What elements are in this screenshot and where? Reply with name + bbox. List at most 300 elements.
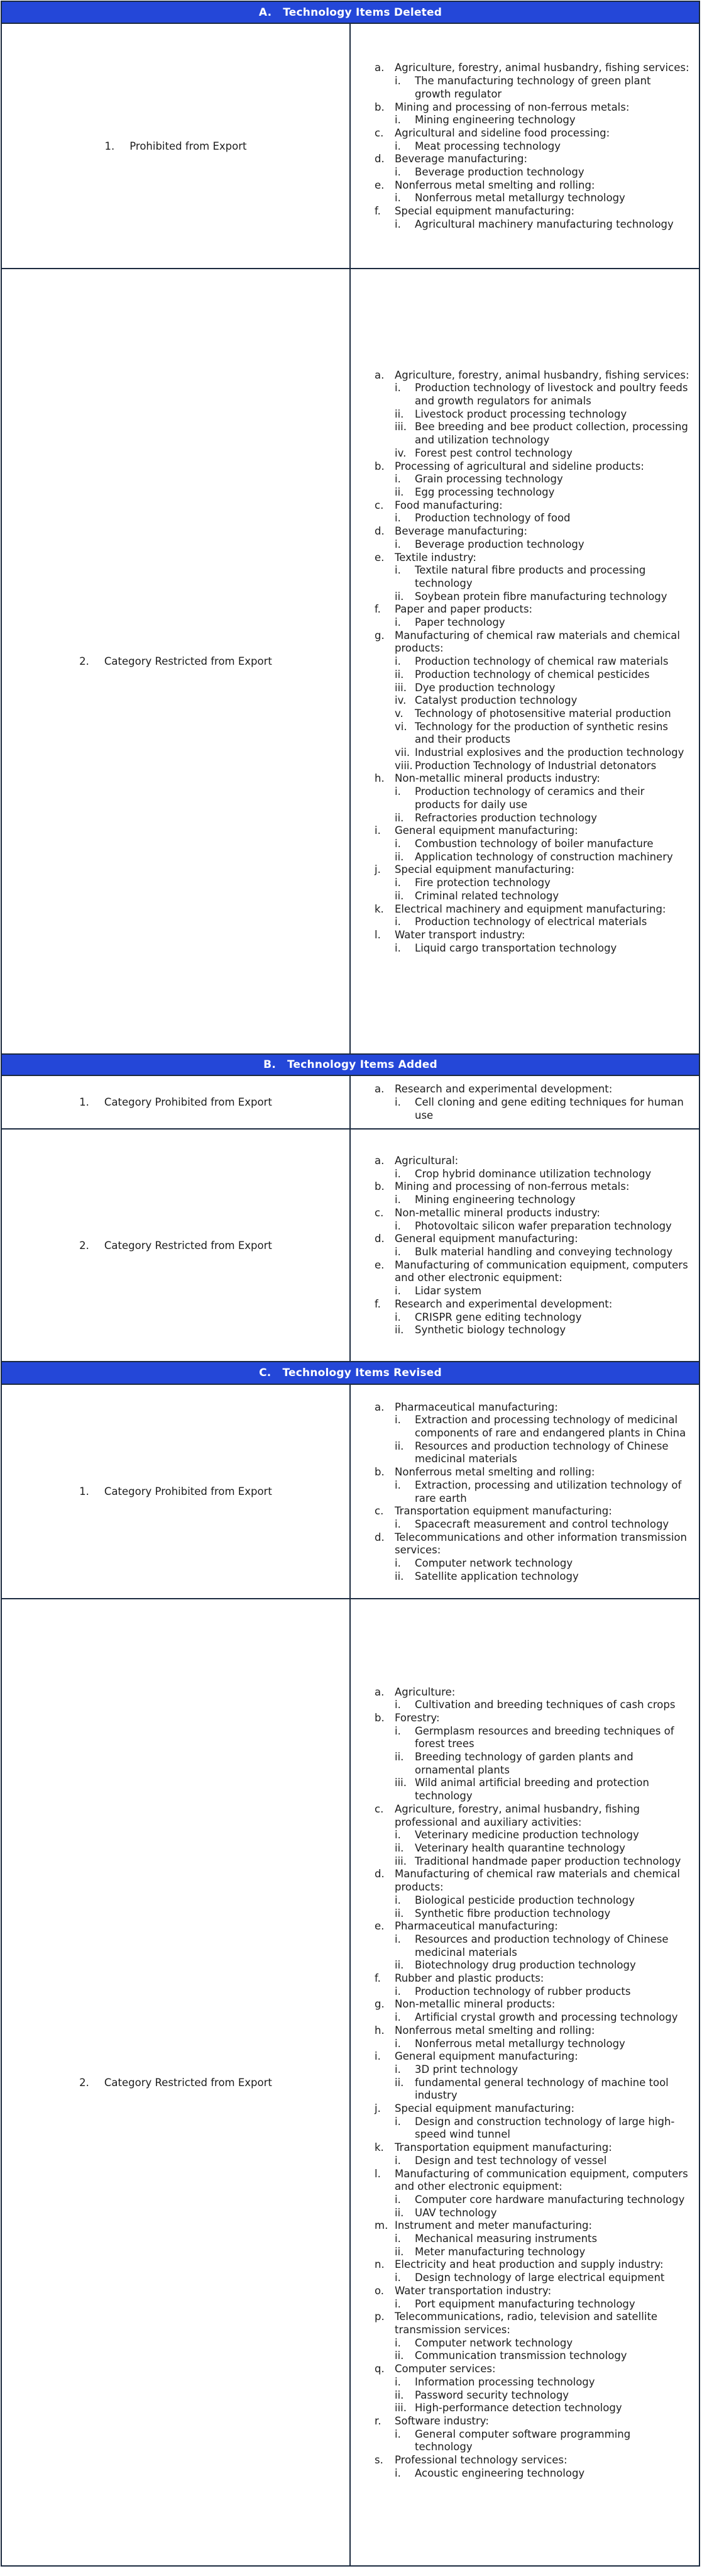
technology-subitem	[375, 1518, 690, 1531]
category-number: 1.	[79, 1485, 89, 1497]
section-header	[2, 2, 699, 24]
subitem-marker: i.	[395, 1246, 401, 1258]
subitem-text: Veterinary medicine production technology	[415, 1829, 639, 1841]
item-text: Electrical machinery and equipment manufacturing:	[395, 902, 666, 915]
subitem-text: Refractories production technology	[415, 811, 598, 824]
subitem-marker: i.	[395, 2011, 401, 2024]
item-text: Agriculture, forestry, animal husbandry, fishing services:	[395, 62, 689, 74]
industry-item	[375, 101, 690, 114]
subitem-text: Beverage production technology	[415, 166, 584, 179]
subitem-marker: i.	[395, 218, 401, 230]
subitem-marker: ii.	[395, 889, 404, 902]
item-text: Agricultural:	[395, 1155, 459, 1167]
subitem-text: Port equipment manufacturing technology	[415, 2297, 635, 2310]
item-marker: a.	[375, 1083, 385, 1096]
table-row	[2, 1385, 699, 1599]
subitem-text: Design technology of large electrical equipment	[415, 2272, 665, 2284]
items-cell	[351, 1385, 699, 1598]
subitem-text: Communication transmission technology	[415, 2350, 627, 2362]
technology-subitem	[375, 538, 690, 552]
technology-subitem	[375, 1168, 690, 1181]
technology-subitem	[375, 192, 690, 205]
subitem-marker: ii.	[395, 1570, 404, 1582]
items-cell	[351, 1599, 699, 2565]
item-marker: f.	[375, 1972, 381, 1985]
category-label: Category Restricted from Export	[104, 655, 272, 667]
technology-subitem	[375, 812, 690, 825]
item-marker: d.	[375, 525, 385, 538]
item-text: Agriculture:	[395, 1685, 456, 1698]
subitem-text: Soybean protein fibre manufacturing technology	[415, 590, 667, 602]
subitem-marker: i.	[395, 2272, 401, 2284]
subitem-marker: i.	[395, 1096, 401, 1109]
subitem-text: Crop hybrid dominance utilization technology	[415, 1167, 652, 1180]
subitem-marker: ii.	[395, 1907, 404, 1919]
item-marker: k.	[375, 902, 384, 915]
item-marker: b.	[375, 1180, 385, 1193]
industry-item	[375, 1155, 690, 1168]
subitem-marker: i.	[395, 2336, 401, 2349]
subitem-marker: i.	[395, 1219, 401, 1232]
subitem-marker: i.	[395, 2297, 401, 2310]
item-text: Transportation equipment manufacturing:	[395, 1505, 612, 1518]
industry-item	[375, 153, 690, 166]
subitem-text: Veterinary health quarantine technology	[415, 1841, 625, 1854]
industry-item	[375, 2141, 690, 2155]
subitem-marker: i.	[395, 1829, 401, 1841]
subitem-marker: i.	[395, 1167, 401, 1180]
subitem-text: Grain processing technology	[415, 473, 563, 486]
technology-subitem	[375, 916, 690, 929]
item-text: Special equipment manufacturing:	[395, 2102, 575, 2115]
item-marker: p.	[375, 2311, 385, 2323]
subitem-marker: i.	[395, 75, 401, 87]
subitem-marker: i.	[395, 1557, 401, 1570]
table-row	[2, 1130, 699, 1362]
item-text: Nonferrous metal smelting and rolling:	[395, 1466, 595, 1479]
subitem-text: Fire protection technology	[415, 877, 551, 889]
item-marker: e.	[375, 551, 385, 564]
subitem-marker: vi.	[395, 720, 407, 733]
subitem-text: Agricultural machinery manufacturing technology	[415, 218, 674, 230]
subitem-text: fundamental general technology of machine tool industry	[415, 2076, 669, 2102]
subitem-text: Lidar system	[415, 1285, 482, 1297]
item-marker: o.	[375, 2284, 385, 2297]
item-text: Research and experimental development:	[395, 1297, 613, 1310]
technology-subitem	[375, 1985, 690, 1999]
subitem-marker: ii.	[395, 408, 404, 420]
subitem-text: Mining engineering technology	[415, 114, 576, 126]
subitem-marker: i.	[395, 538, 401, 550]
item-marker: s.	[375, 2454, 383, 2467]
category-cell	[2, 1385, 351, 1598]
item-marker: i.	[375, 824, 381, 837]
item-marker: b.	[375, 460, 385, 472]
item-marker: h.	[375, 772, 385, 785]
item-text: Forestry:	[395, 1711, 440, 1724]
subitem-text: Application technology of construction machinery	[415, 850, 673, 863]
subitem-text: Computer network technology	[415, 2336, 573, 2349]
section-header	[2, 1362, 699, 1385]
subitem-text: Production technology of chemical raw materials	[415, 655, 669, 668]
technology-subitem	[375, 473, 690, 486]
industry-item	[375, 1298, 690, 1311]
subitem-marker: ii.	[395, 2350, 404, 2362]
technology-subitem	[375, 1751, 690, 1777]
industry-item	[375, 1712, 690, 1725]
item-text: Agriculture, forestry, animal husbandry, fishing services:	[395, 369, 689, 381]
category-label: Category Prohibited from Export	[104, 1485, 272, 1497]
subitem-text: Password security technology	[415, 2389, 569, 2401]
subitem-marker: i.	[395, 2037, 401, 2050]
subitem-marker: i.	[395, 1479, 401, 1491]
technology-subitem	[375, 2155, 690, 2168]
subitem-text: Computer network technology	[415, 1557, 573, 1570]
item-marker: a.	[375, 62, 385, 74]
item-marker: l.	[375, 928, 381, 941]
industry-item	[375, 1920, 690, 1933]
industry-item	[375, 2415, 690, 2428]
subitem-text: Resources and production technology of Chinese medicinal materials	[415, 1440, 669, 1465]
item-marker: a.	[375, 1401, 385, 1413]
subitem-text: Dye production technology	[415, 681, 556, 694]
item-text: Special equipment manufacturing:	[395, 863, 575, 876]
category-cell	[2, 24, 351, 268]
industry-item	[375, 460, 690, 474]
technology-subitem	[375, 2038, 690, 2051]
subitem-marker: iii.	[395, 1777, 407, 1789]
subitem-marker: i.	[395, 1518, 401, 1530]
subitem-marker: iv.	[395, 694, 407, 707]
item-text: Mining and processing of non-ferrous metals:	[395, 1180, 630, 1193]
technology-subitem	[375, 218, 690, 231]
item-text: Manufacturing of communication equipment, computers and other electronic equipment:	[395, 1258, 688, 1284]
subitem-text: Mechanical measuring instruments	[415, 2233, 598, 2245]
industry-item	[375, 2285, 690, 2298]
items-cell	[351, 24, 699, 268]
subitem-text: Synthetic fibre production technology	[415, 1907, 611, 1919]
subitem-marker: i.	[395, 2375, 401, 2388]
item-marker: d.	[375, 1233, 385, 1245]
item-text: Telecommunications and other information transmission services:	[395, 1531, 687, 1557]
subitem-text: Cell cloning and gene editing techniques for human use	[415, 1096, 684, 1121]
technology-subitem	[375, 2389, 690, 2402]
subitem-marker: ii.	[395, 850, 404, 863]
table-row	[2, 24, 699, 269]
category-label: Category Prohibited from Export	[104, 1096, 272, 1108]
subitem-text: Combustion technology of boiler manufacture	[415, 837, 654, 850]
industry-item	[375, 1466, 690, 1479]
industry-item	[375, 499, 690, 513]
category-cell	[2, 269, 351, 1053]
industry-item	[375, 205, 690, 218]
technology-subitem	[375, 760, 690, 773]
items-cell	[351, 269, 699, 1053]
item-text: Water transportation industry:	[395, 2284, 552, 2297]
subitem-marker: i.	[395, 916, 401, 928]
item-text: Manufacturing of chemical raw materials and chemical products:	[395, 1868, 680, 1894]
technology-subitem	[375, 1855, 690, 1868]
industry-item	[375, 1180, 690, 1194]
category-cell	[2, 1130, 351, 1361]
subitem-text: Photovoltaic silicon wafer preparation technology	[415, 1219, 672, 1232]
subitem-text: Production technology of livestock and poultry feeds and growth regulators for animals	[415, 382, 688, 408]
item-marker: g.	[375, 629, 385, 641]
section-letter: C.	[259, 1367, 271, 1379]
item-text: Agricultural and sideline food processing:	[395, 126, 610, 139]
technology-subitem	[375, 140, 690, 153]
subitem-text: Meter manufacturing technology	[415, 2245, 586, 2258]
technology-subitem	[375, 564, 690, 590]
item-marker: a.	[375, 1155, 385, 1167]
item-text: Software industry:	[395, 2414, 489, 2427]
item-text: Transportation equipment manufacturing:	[395, 2141, 612, 2154]
technology-subitem	[375, 1096, 690, 1122]
item-text: Water transport industry:	[395, 928, 525, 941]
items-cell	[351, 1076, 699, 1128]
technology-subitem	[375, 786, 690, 811]
subitem-marker: i.	[395, 1724, 401, 1737]
subitem-text: Egg processing technology	[415, 486, 555, 498]
item-marker: c.	[375, 126, 384, 139]
items-cell	[351, 1130, 699, 1361]
technology-subitem	[375, 2337, 690, 2350]
item-marker: e.	[375, 1920, 385, 1933]
subitem-marker: i.	[395, 2233, 401, 2245]
subitem-marker: ii.	[395, 1959, 404, 1972]
industry-item	[375, 2102, 690, 2116]
industry-item	[375, 1259, 690, 1285]
technology-subitem	[375, 1907, 690, 1921]
technology-subitem	[375, 694, 690, 708]
subitem-marker: i.	[395, 166, 401, 179]
technology-subitem	[375, 1311, 690, 1324]
industry-item	[375, 525, 690, 538]
subitem-marker: ii.	[395, 1841, 404, 1854]
item-text: Telecommunications, radio, television and satellite transmission services:	[395, 2311, 658, 2336]
category-number: 2.	[79, 655, 89, 667]
technology-subitem	[375, 2207, 690, 2220]
technology-subitem	[375, 1440, 690, 1466]
industry-item	[375, 1531, 690, 1557]
industry-item	[375, 1686, 690, 1699]
technology-subitem	[375, 2011, 690, 2024]
subitem-marker: i.	[395, 512, 401, 525]
technology-subitem	[375, 890, 690, 903]
technology-subitem	[375, 1324, 690, 1337]
subitem-text: Production Technology of Industrial detonators	[415, 759, 657, 772]
subitem-text: Livestock product processing technology	[415, 408, 627, 420]
section-title: Technology Items Added	[287, 1058, 437, 1071]
technology-subitem	[375, 2194, 690, 2207]
subitem-marker: i.	[395, 616, 401, 629]
technology-subitem	[375, 2428, 690, 2454]
subitem-text: Spacecraft measurement and control technology	[415, 1518, 669, 1530]
subitem-marker: i.	[395, 2115, 401, 2128]
subitem-text: Biological pesticide production technology	[415, 1894, 635, 1906]
table-row	[2, 1076, 699, 1130]
subitem-marker: i.	[395, 1894, 401, 1906]
item-text: Processing of agricultural and sideline products:	[395, 460, 644, 472]
industry-item	[375, 1233, 690, 1246]
industry-item	[375, 179, 690, 192]
subitem-marker: ii.	[395, 811, 404, 824]
industry-item	[375, 1401, 690, 1414]
item-text: Manufacturing of chemical raw materials and chemical products:	[395, 629, 680, 655]
item-text: Research and experimental development:	[395, 1083, 613, 1096]
technology-subitem	[375, 166, 690, 179]
item-text: Electricity and heat production and supply industry:	[395, 2258, 664, 2271]
subitem-text: Acoustic engineering technology	[415, 2467, 585, 2479]
item-text: Food manufacturing:	[395, 499, 503, 511]
subitem-text: CRISPR gene editing technology	[415, 1311, 582, 1323]
item-text: Nonferrous metal smelting and rolling:	[395, 2024, 595, 2036]
subitem-marker: i.	[395, 1311, 401, 1323]
subitem-text: Biotechnology drug production technology	[415, 1959, 636, 1972]
industry-item	[375, 2454, 690, 2467]
subitem-text: High-performance detection technology	[415, 2402, 622, 2414]
item-marker: m.	[375, 2219, 388, 2232]
subitem-marker: ii.	[395, 2076, 404, 2089]
item-text: Rubber and plastic products:	[395, 1972, 544, 1985]
item-text: Manufacturing of communication equipment, computers and other electronic equipment:	[395, 2167, 688, 2193]
item-marker: c.	[375, 499, 384, 511]
technology-subitem	[375, 421, 690, 447]
technology-subitem	[375, 2350, 690, 2363]
subitem-text: Synthetic biology technology	[415, 1324, 566, 1336]
technology-subitem	[375, 1842, 690, 1855]
item-text: Agriculture, forestry, animal husbandry, fishing professional and auxiliary activities:	[395, 1802, 640, 1828]
subitem-text: Artificial crystal growth and processing technology	[415, 2011, 678, 2024]
subitem-marker: i.	[395, 140, 401, 152]
industry-item	[375, 603, 690, 616]
technology-subitem	[375, 2402, 690, 2415]
item-marker: l.	[375, 2167, 381, 2180]
subitem-text: Technology of photosensitive material production	[415, 707, 671, 719]
item-marker: n.	[375, 2258, 385, 2271]
technology-subitem	[375, 1220, 690, 1233]
technology-subitem	[375, 1894, 690, 1907]
subitem-marker: ii.	[395, 486, 404, 498]
industry-item	[375, 1868, 690, 1894]
technology-subitem	[375, 382, 690, 408]
industry-item	[375, 824, 690, 838]
industry-item	[375, 903, 690, 916]
technology-subitem	[375, 1285, 690, 1298]
technology-subitem	[375, 2233, 690, 2246]
item-marker: e.	[375, 1258, 385, 1271]
item-text: Computer services:	[395, 2363, 496, 2375]
technology-subitem	[375, 114, 690, 127]
section-letter: B.	[263, 1058, 276, 1071]
industry-item	[375, 369, 690, 382]
subitem-text: Mining engineering technology	[415, 1194, 576, 1206]
subitem-text: Industrial explosives and the production technology	[415, 747, 684, 759]
item-marker: b.	[375, 1711, 385, 1724]
subitem-text: Breeding technology of garden plants and ornamental plants	[415, 1751, 633, 1776]
subitem-marker: i.	[395, 1699, 401, 1711]
category-cell	[2, 1599, 351, 2565]
subitem-marker: ii.	[395, 668, 404, 680]
subitem-text: General computer software programming technology	[415, 2428, 631, 2453]
technology-subitem	[375, 2063, 690, 2077]
subitem-text: Production technology of chemical pesticides	[415, 668, 650, 680]
subitem-text: Beverage production technology	[415, 538, 584, 550]
item-text: Professional technology services:	[395, 2454, 568, 2467]
item-marker: f.	[375, 205, 381, 218]
technology-subitem	[375, 447, 690, 460]
industry-item	[375, 630, 690, 655]
technology-subitem	[375, 1570, 690, 1584]
item-marker: f.	[375, 603, 381, 616]
subitem-text: Production technology of electrical materials	[415, 916, 647, 928]
subitem-marker: ii.	[395, 1324, 404, 1336]
subitem-marker: ii.	[395, 1440, 404, 1452]
technology-subitem	[375, 75, 690, 101]
technology-subitem	[375, 942, 690, 955]
subitem-text: Cultivation and breeding techniques of cash crops	[415, 1699, 676, 1711]
subitem-marker: i.	[395, 2428, 401, 2440]
industry-item	[375, 1083, 690, 1096]
subitem-text: Resources and production technology of Chinese medicinal materials	[415, 1933, 669, 1958]
item-text: General equipment manufacturing:	[395, 2050, 578, 2063]
item-marker: c.	[375, 1505, 384, 1518]
industry-item	[375, 62, 690, 75]
technology-subitem	[375, 1699, 690, 1712]
technology-subitem	[375, 2116, 690, 2141]
item-marker: b.	[375, 101, 385, 113]
subitem-marker: i.	[395, 1194, 401, 1206]
subitem-text: Design and construction technology of large high-speed wind tunnel	[415, 2115, 675, 2141]
industry-item	[375, 2219, 690, 2233]
subitem-marker: ii.	[395, 590, 404, 602]
technology-subitem	[375, 1194, 690, 1207]
industry-item	[375, 929, 690, 942]
technology-subitem	[375, 708, 690, 721]
subitem-marker: vii.	[395, 747, 410, 759]
subitem-text: Forest pest control technology	[415, 447, 573, 459]
subitem-text: Traditional handmade paper production technology	[415, 1855, 681, 1867]
technology-subitem	[375, 1959, 690, 1972]
subitem-marker: i.	[395, 192, 401, 204]
subitem-text: Design and test technology of vessel	[415, 2154, 607, 2167]
category-label: Category Restricted from Export	[104, 2076, 272, 2089]
technology-subitem	[375, 747, 690, 760]
item-marker: g.	[375, 1998, 385, 2011]
technology-subitem	[375, 2272, 690, 2285]
category-number: 1.	[104, 140, 115, 152]
subitem-marker: iv.	[395, 447, 407, 459]
technology-subitem	[375, 1246, 690, 1259]
item-text: Pharmaceutical manufacturing:	[395, 1920, 558, 1933]
subitem-text: Production technology of ceramics and their products for daily use	[415, 786, 645, 811]
item-text: Beverage manufacturing:	[395, 153, 528, 165]
section-title: Technology Items Deleted	[283, 6, 442, 19]
subitem-marker: iii.	[395, 681, 407, 694]
item-marker: d.	[375, 1868, 385, 1880]
technology-subitem	[375, 1777, 690, 1802]
subitem-marker: i.	[395, 2193, 401, 2206]
technology-subitem	[375, 669, 690, 682]
technology-subitem	[375, 1829, 690, 1842]
industry-item	[375, 1803, 690, 1829]
subitem-text: Bulk material handling and conveying technology	[415, 1246, 673, 1258]
technology-subitem	[375, 2077, 690, 2102]
technology-subitem	[375, 721, 690, 747]
item-marker: h.	[375, 2024, 385, 2036]
item-text: Pharmaceutical manufacturing:	[395, 1401, 558, 1413]
subitem-marker: i.	[395, 2467, 401, 2479]
